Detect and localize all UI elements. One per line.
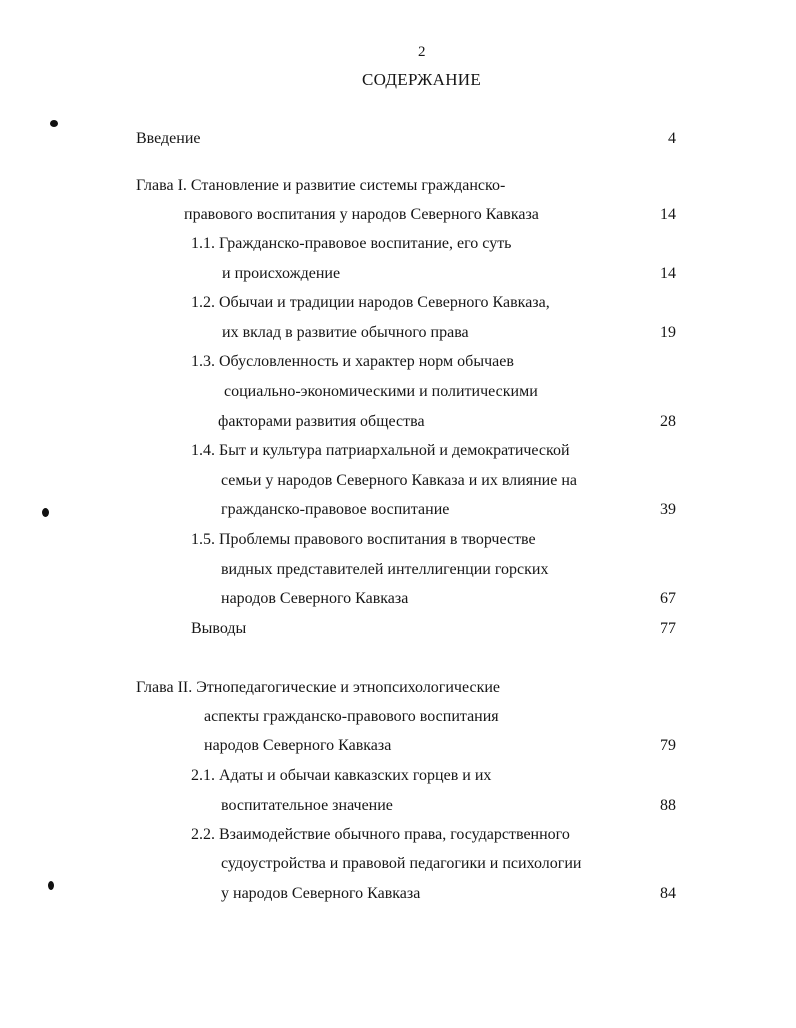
- toc-section-1-1-line1: 1.1. Гражданско-правовое воспитание, его суть: [191, 235, 512, 252]
- toc-page-intro: 4: [668, 130, 676, 147]
- scan-mark: [48, 881, 54, 890]
- scan-mark: [50, 120, 58, 127]
- toc-section-1-4-line1: 1.4. Быт и культура патриархальной и демократической: [191, 442, 570, 459]
- toc-chapter-1-line1: Глава I. Становление и развитие системы гражданско-: [136, 177, 506, 194]
- toc-page-section-1-4: 39: [660, 501, 676, 518]
- toc-page-section-2-2: 84: [660, 885, 676, 902]
- toc-section-1-5-line1: 1.5. Проблемы правового воспитания в творчестве: [191, 531, 536, 548]
- toc-page-section-1-5: 67: [660, 590, 676, 607]
- toc-page-section-1-2: 19: [660, 324, 676, 341]
- page-number: 2: [418, 44, 426, 60]
- toc-section-2-2-line1: 2.2. Взаимодействие обычного права, государственного: [191, 826, 570, 843]
- toc-section-2-1-line1: 2.1. Адаты и обычаи кавказских горцев и их: [191, 767, 492, 784]
- toc-section-1-2-line1: 1.2. Обычаи и традиции народов Северного Кавказа,: [191, 294, 550, 311]
- toc-entry-intro: Введение: [136, 130, 201, 147]
- toc-chapter-2-line3: народов Северного Кавказа: [204, 737, 392, 754]
- toc-section-2-2-line2: судоустройства и правовой педагогики и психологии: [221, 855, 582, 872]
- toc-chapter-2-line2: аспекты гражданско-правового воспитания: [204, 708, 499, 725]
- toc-entry-conclusions: Выводы: [191, 620, 247, 637]
- toc-section-1-4-line3: гражданско-правовое воспитание: [221, 501, 450, 518]
- toc-chapter-1-line2: правового воспитания у народов Северного Кавказа: [184, 206, 539, 223]
- toc-section-1-3-line1: 1.3. Обусловленность и характер норм обычаев: [191, 353, 514, 370]
- toc-title: СОДЕРЖАНИЕ: [362, 70, 482, 89]
- toc-page-section-2-1: 88: [660, 797, 676, 814]
- toc-section-1-3-line3: факторами развития общества: [218, 413, 425, 430]
- toc-page-section-1-1: 14: [660, 265, 676, 282]
- toc-section-1-2-line2: их вклад в развитие обычного права: [222, 324, 469, 341]
- scan-mark: [42, 508, 49, 517]
- toc-section-2-1-line2: воспитательное значение: [221, 797, 393, 814]
- toc-section-2-2-line3: у народов Северного Кавказа: [221, 885, 421, 902]
- toc-page-chapter-2: 79: [660, 737, 676, 754]
- toc-section-1-5-line2: видных представителей интеллигенции горских: [221, 561, 549, 578]
- toc-section-1-3-line2: социально-экономическими и политическими: [224, 383, 538, 400]
- toc-chapter-2-line1: Глава II. Этнопедагогические и этнопсихологические: [136, 679, 501, 696]
- toc-section-1-5-line3: народов Северного Кавказа: [221, 590, 409, 607]
- toc-section-1-1-line2: и происхождение: [222, 265, 341, 282]
- toc-page-section-1-3: 28: [660, 413, 676, 430]
- toc-page-chapter-1: 14: [660, 206, 676, 223]
- toc-section-1-4-line2: семьи у народов Северного Кавказа и их влияние на: [221, 472, 577, 489]
- toc-page-conclusions: 77: [660, 620, 676, 637]
